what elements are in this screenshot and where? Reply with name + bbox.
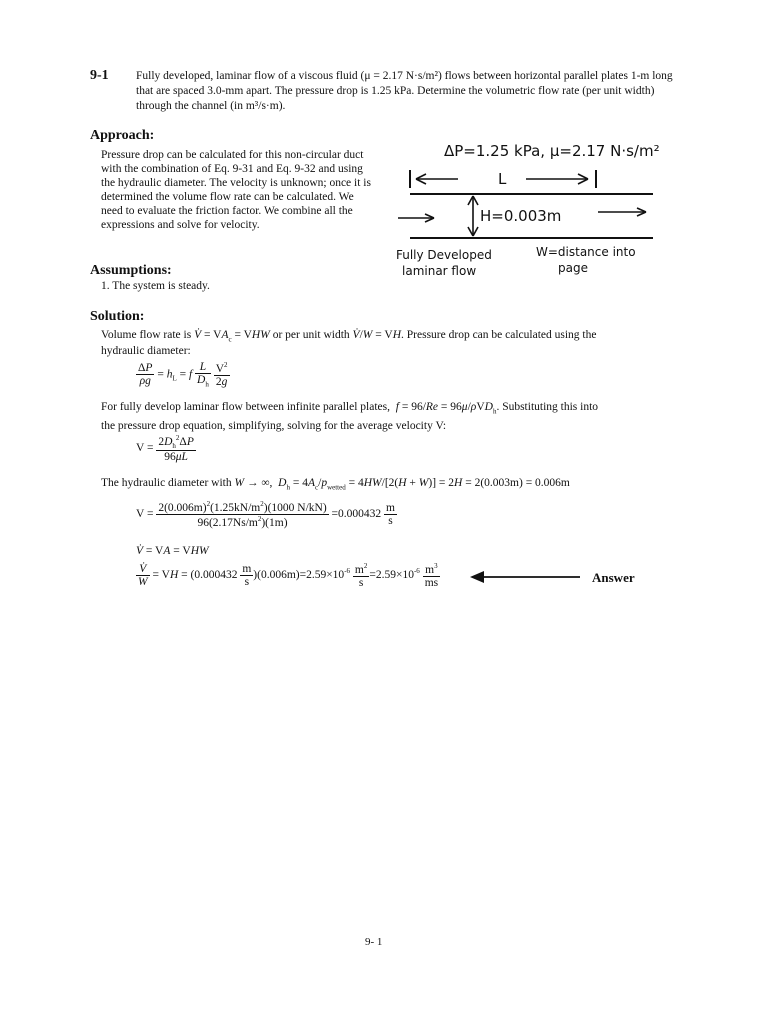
eq-velocity-general: V = $\frac{2D_h^2\Delta P}{96\mu L}$: [136, 434, 194, 464]
sketch-flow-label-1: Fully Developed: [396, 248, 492, 262]
assumptions-heading: Assumptions:: [90, 263, 172, 278]
solution-line-1a: Volume flow rate is: [101, 329, 192, 341]
eq-friction-factor: f = 96/Re = 96μ/ρVD$_h$: [395, 401, 497, 416]
solution-line-1b: or per unit width: [272, 329, 350, 341]
sketch-flow-label-2: laminar flow: [402, 264, 477, 278]
solution-line-4: the pressure drop equation, simplifying, solving for the average velocity V:: [101, 420, 447, 432]
assumption-item: 1. The system is steady.: [101, 280, 210, 292]
sketch-height-label: H=0.003m: [480, 207, 562, 225]
solution-line-2: hydraulic diameter:: [101, 345, 191, 357]
answer-label: Answer: [592, 570, 635, 585]
solution-line-3b: . Substituting this into: [496, 401, 599, 413]
answer-arrow: [470, 569, 582, 585]
sketch-length-label: L: [498, 170, 507, 188]
sketch-width-label-1: W=distance into: [536, 245, 636, 259]
eq-pressure-drop: $\frac{\Delta P}{\rho g}$ = $h_L = f$ $\frac{L}{D_h}$ $\frac{V^2}{2g}$: [138, 361, 228, 389]
solution-line-3a: For fully develop laminar flow between infinite parallel plates,: [101, 401, 391, 413]
problem-statement: Fully developed, laminar flow of a viscous fluid (μ = 2.17 N·s/m²) flows between horizontal parallel plates 1-m long that are spaced 3.0-mm apart. The pressure drop is 1.25 kPa. Determine the volumetric flow rate (per unit width) through the channel (in m³/s·m).: [136, 70, 673, 112]
eq-volume-flow-2: V̇ = VA = VHW: [136, 545, 209, 557]
approach-text: Pressure drop can be calculated for this non-circular duct with the combination of Eq. 9-31 and Eq. 9-32 and using the hydraulic diameter. The velocity is unknown; once it is determined the volume flow rate can be calculated. We need to evaluate the friction factor. We combine all the expressions and solve for velocity.: [101, 149, 371, 231]
solution-line-5: [101, 476, 681, 494]
flow-sketch: [388, 128, 678, 288]
problem-number: 9-1: [90, 68, 109, 83]
solution-heading: Solution:: [90, 309, 145, 324]
approach-heading: Approach:: [90, 128, 155, 143]
solution-line-3: [101, 400, 681, 418]
eq-per-width: V̇/W = VH: [352, 329, 402, 341]
eq-hydraulic-diameter: W → ∞, $D_h = 4A_c/p_{wetted} = 4HW/[2(H + W)] = 2H = 2(0.003m) = 0.006m$: [234, 477, 570, 492]
solution-line-5a: The hydraulic diameter with: [101, 477, 232, 489]
solution-line-1c: . Pressure drop can be calculated using the: [401, 329, 597, 341]
eq-velocity-value: V = $\frac{2(0.006m)^2(1.25kN/m^2)(1000 N/kN)}{96(2.17Ns/m^2)(1m)}$ =0.000432 $\frac{m}{s}$: [136, 500, 395, 529]
eq-final-answer: $\frac{V̇}{W}$ = VH = (0.000432 $\frac{m}{s}$ )$(0.006m)=2.59\times 10^{-6}$ $\frac{m^2}{s}$ $=2.59\times 10^{-6}$ $\frac{m^3}{ms}$: [138, 562, 439, 589]
page-number: 9- 1: [365, 936, 383, 948]
sketch-width-label-2: page: [558, 261, 588, 275]
eq-volume-flow: V̇ = $VA_c$ = VHW: [194, 329, 270, 344]
sketch-dp-label: ΔP=1.25 kPa, μ=2.17 N·s/m²: [444, 142, 660, 160]
